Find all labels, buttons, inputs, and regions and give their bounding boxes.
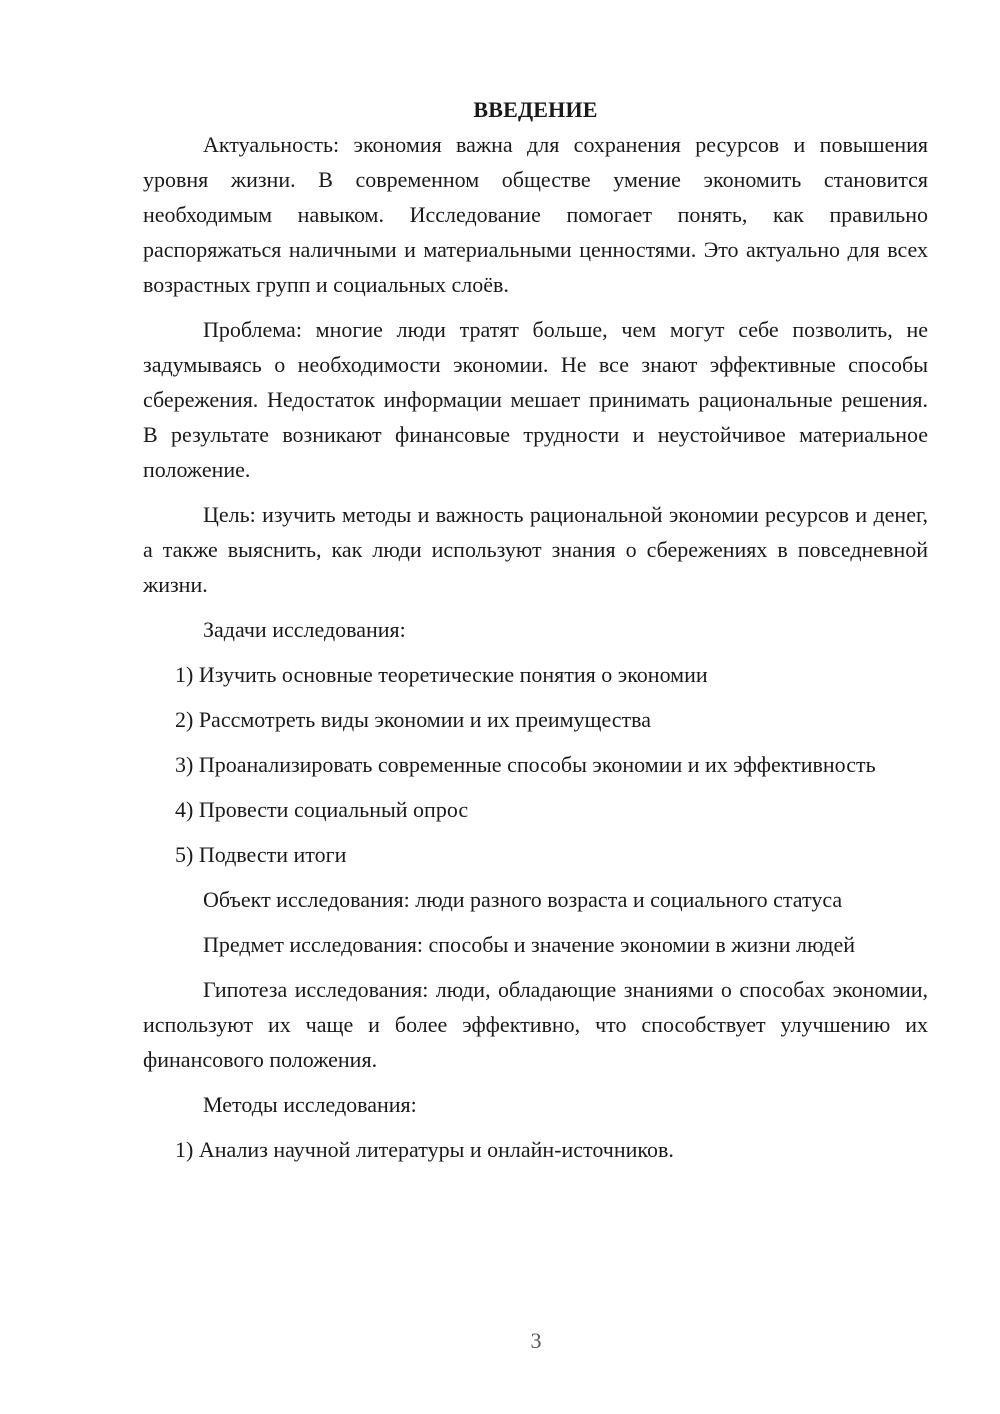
task-item: 3) Проанализировать современные способы экономии и их эффективность <box>175 752 876 777</box>
object-paragraph: Объект исследования: люди разного возраста и социального статуса <box>203 887 843 912</box>
document-body <box>143 92 928 1177</box>
relevance-paragraph: Актуальность: экономия важна для сохранения ресурсов и повышения уровня жизни. В современном обществе умение экономить становится необходимым навыком. Исследование помогает понять, как правильно распоряжаться наличными и материальными ценностями. Это актуально для всех возрастных групп и социальных слоёв. <box>143 132 928 297</box>
tasks-heading: Задачи исследования: <box>203 617 406 642</box>
task-item: 4) Провести социальный опрос <box>175 797 469 822</box>
task-item: 5) Подвести итоги <box>175 842 347 867</box>
task-item: 1) Изучить основные теоретические понятия о экономии <box>175 662 708 687</box>
method-item: 1) Анализ научной литературы и онлайн-источников. <box>175 1137 674 1162</box>
subject-paragraph: Предмет исследования: способы и значение экономии в жизни людей <box>203 932 855 957</box>
goal-paragraph: Цель: изучить методы и важность рациональной экономии ресурсов и денег, а также выяснить, как люди используют знания о сбережениях в повседневной жизни. <box>143 502 928 597</box>
page-title: ВВЕДЕНИЕ <box>473 97 598 122</box>
problem-paragraph: Проблема: многие люди тратят больше, чем могут себе позволить, не задумываясь о необходимости экономии. Не все знают эффективные способы сбережения. Недостаток информации мешает принимать рациональные решения. В результате возникают финансовые трудности и неустойчивое материальное положение. <box>143 317 928 482</box>
hypothesis-paragraph: Гипотеза исследования: люди, обладающие знаниями о способах экономии, используют их чаще и более эффективно, что способствует улучшению их финансового положения. <box>143 977 928 1072</box>
page-number: 3 <box>530 1328 542 1353</box>
task-item: 2) Рассмотреть виды экономии и их преимущества <box>175 707 652 732</box>
methods-heading: Методы исследования: <box>203 1092 417 1117</box>
